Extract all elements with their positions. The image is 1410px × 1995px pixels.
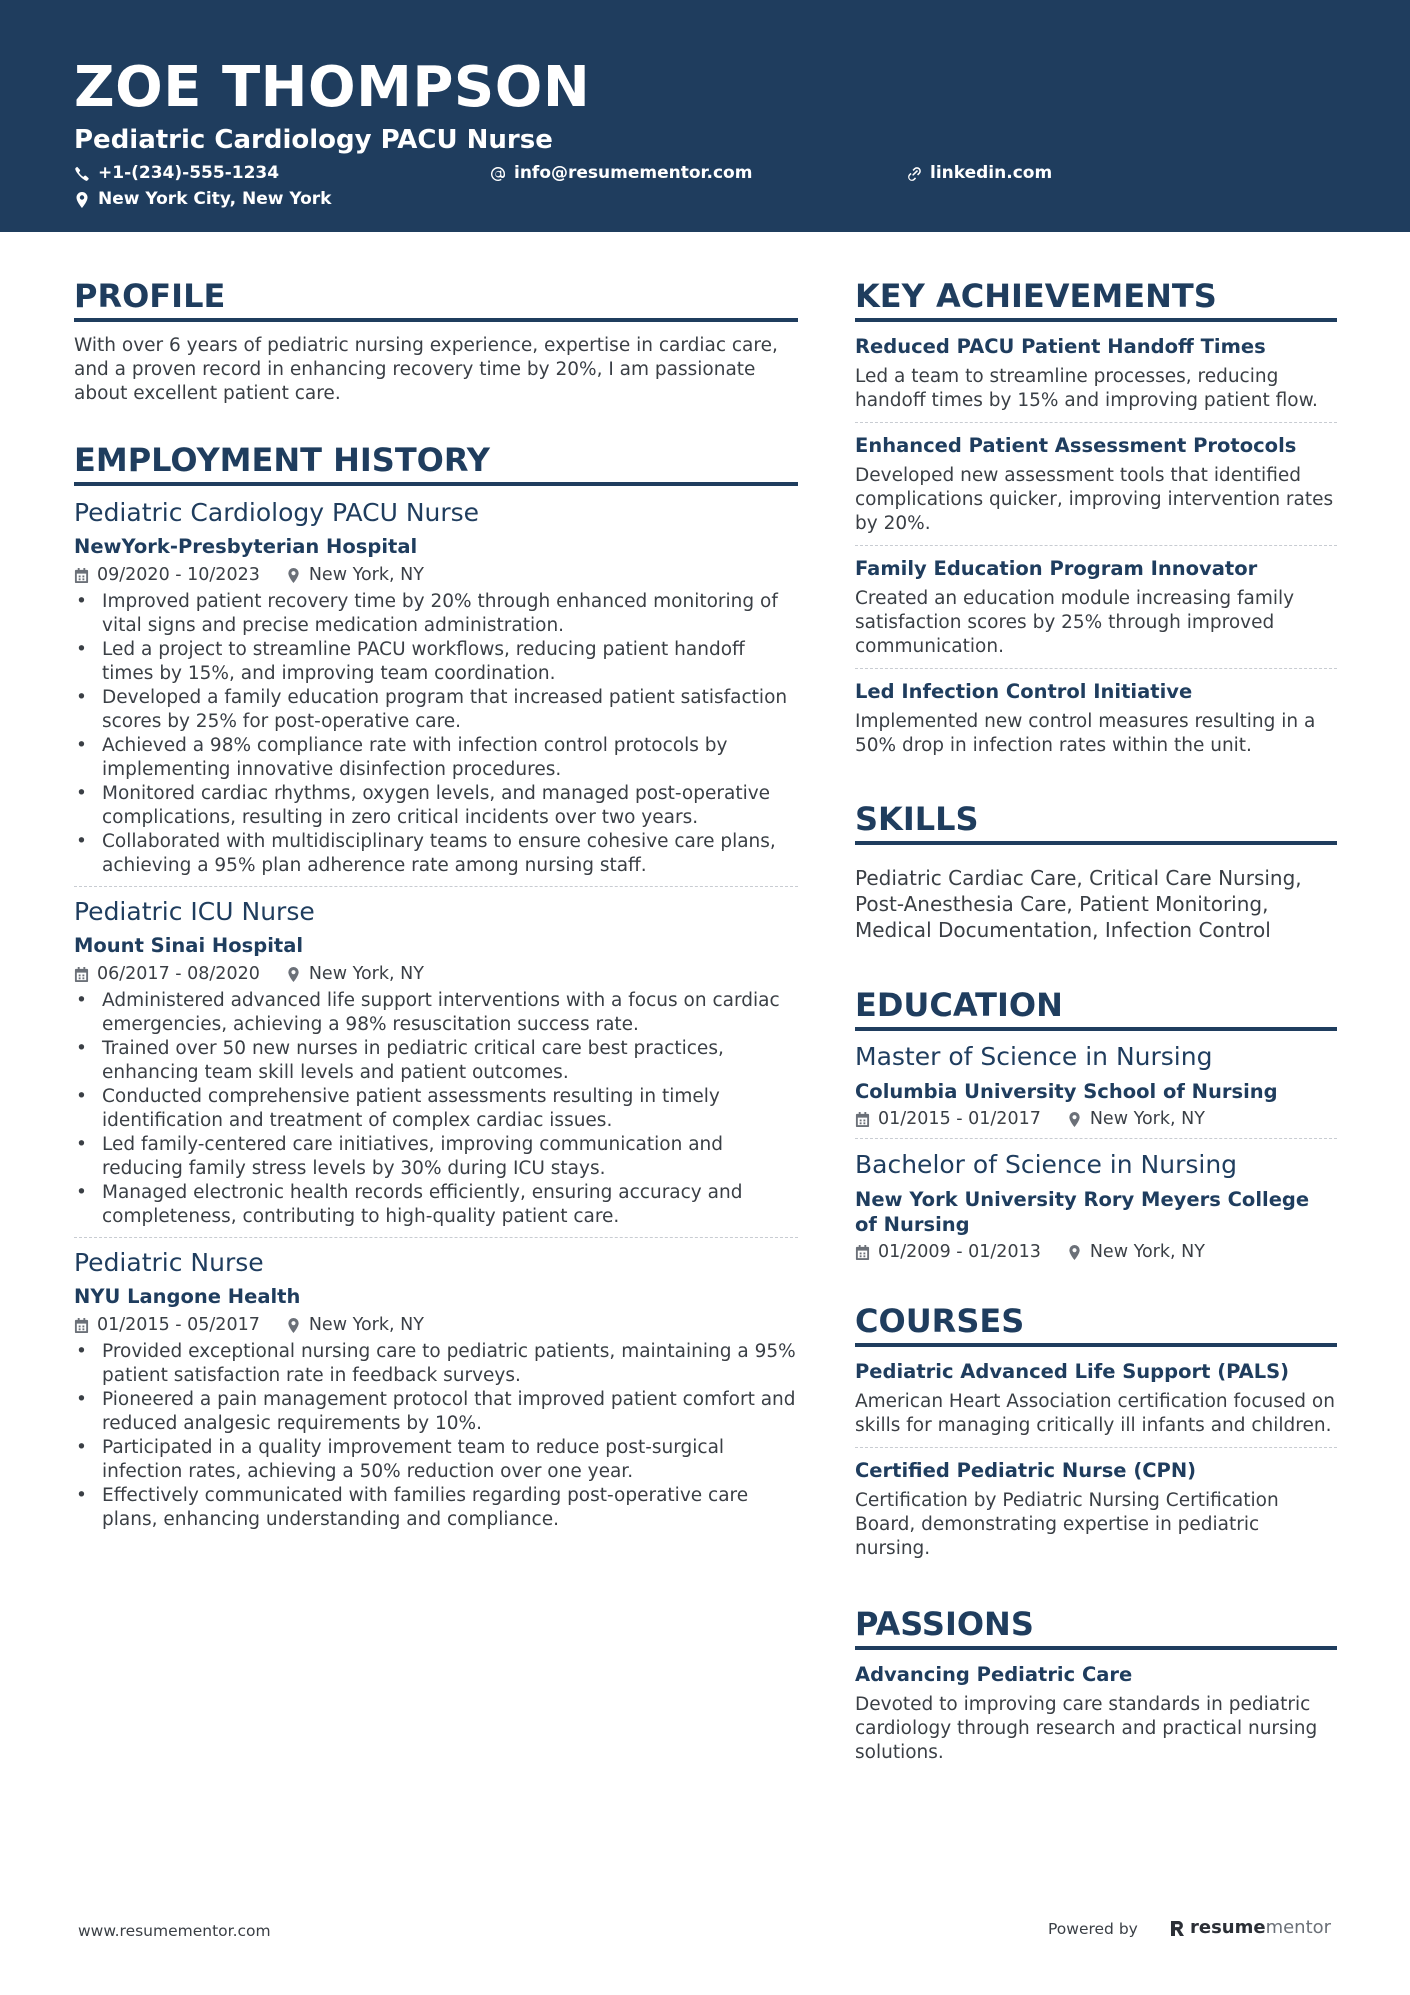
job-entry xyxy=(74,1237,798,1540)
course-title: Certified Pediatric Nurse (CPN) xyxy=(855,1459,1197,1482)
achievement-title: Family Education Program Innovator xyxy=(855,557,1258,580)
location-pin-icon xyxy=(286,568,301,583)
skills-heading: SKILLS xyxy=(855,803,1337,845)
job-bullets xyxy=(74,1340,798,1532)
achievement-title: Reduced PACU Patient Handoff Times xyxy=(855,335,1266,358)
courses-section xyxy=(855,1302,1337,1570)
achievement-item xyxy=(855,545,1337,668)
skills-section xyxy=(855,800,1337,943)
date-text: 09/2020 - 10/2023 xyxy=(97,565,260,585)
passions-section xyxy=(855,1605,1337,1774)
contact-location xyxy=(74,191,331,208)
date-text: 01/2015 - 05/2017 xyxy=(97,1315,260,1335)
date-location-row xyxy=(74,963,798,985)
employment-heading: EMPLOYMENT HISTORY xyxy=(74,444,798,486)
job-entry xyxy=(74,496,798,886)
location xyxy=(286,564,424,586)
achievement-text: Implemented new control measures resulting in a 50% drop in infection rates within the unit. xyxy=(855,711,1316,756)
course-title: Pediatric Advanced Life Support (PALS) xyxy=(855,1360,1290,1383)
education-item xyxy=(855,1138,1337,1271)
phone-icon xyxy=(74,166,90,182)
location xyxy=(1067,1108,1205,1130)
calendar-icon xyxy=(855,1112,870,1127)
link-icon xyxy=(906,166,922,182)
date-range xyxy=(74,1314,260,1336)
course-list xyxy=(855,1349,1337,1570)
education-school: New York University Rory Meyers College of Nursing xyxy=(855,1188,1310,1236)
education-list xyxy=(855,1031,1337,1271)
job-bullet: • Provided exceptional nursing care to pediatric patients, maintaining a 95% patient satisfaction rate in feedback surveys. xyxy=(74,1340,798,1388)
education-section xyxy=(855,986,1337,1271)
date-location-row xyxy=(855,1241,1337,1263)
achievement-title: Led Infection Control Initiative xyxy=(855,680,1193,703)
passions-heading: PASSIONS xyxy=(855,1608,1337,1650)
passion-list xyxy=(855,1652,1337,1774)
location-text: New York City, New York xyxy=(98,189,332,209)
job-bullets xyxy=(74,590,798,878)
candidate-role: Pediatric Cardiology PACU Nurse xyxy=(74,125,553,155)
job-bullet: • Achieved a 98% compliance rate with infection control protocols by implementing innovative disinfection procedures. xyxy=(74,734,798,782)
left-column xyxy=(74,277,798,1540)
education-heading: EDUCATION xyxy=(855,989,1337,1031)
date-location-row xyxy=(855,1108,1337,1130)
achievement-title: Enhanced Patient Assessment Protocols xyxy=(855,434,1297,457)
course-item xyxy=(855,1349,1337,1447)
achievement-item xyxy=(855,324,1337,422)
location-pin-icon xyxy=(286,967,301,982)
passion-text: Devoted to improving care standards in pediatric cardiology through research and practical nursing solutions. xyxy=(855,1694,1318,1763)
achievement-text: Developed new assessment tools that identified complications quicker, improving intervention rates by 20%. xyxy=(855,465,1334,534)
calendar-icon xyxy=(74,568,89,583)
achievement-item xyxy=(855,668,1337,767)
course-text: Certification by Pediatric Nursing Certification Board, demonstrating expertise in pediatric nursing. xyxy=(855,1490,1279,1559)
phone-text: +1-(234)-555-1234 xyxy=(98,163,280,183)
job-bullet: • Led family-centered care initiatives, improving communication and reducing family stress levels by 30% during ICU stays. xyxy=(74,1133,798,1181)
location-text: New York, NY xyxy=(308,964,424,984)
footer-powered-by: Powered by xyxy=(1048,1920,1138,1938)
linkedin-text: linkedin.com xyxy=(930,163,1053,183)
location xyxy=(286,1314,424,1336)
calendar-icon xyxy=(855,1245,870,1260)
contact-email[interactable] xyxy=(490,165,752,182)
email-text: info@resumementor.com xyxy=(514,163,753,183)
job-title: Pediatric Cardiology PACU Nurse xyxy=(74,498,480,527)
contact-phone[interactable] xyxy=(74,165,279,182)
profile-section xyxy=(74,277,798,406)
job-title: Pediatric Nurse xyxy=(74,1248,264,1277)
course-text: American Heart Association certification focused on skills for managing critically ill infants and children. xyxy=(855,1391,1335,1436)
resume-header xyxy=(0,0,1410,232)
job-bullet: • Led a project to streamline PACU workflows, reducing patient handoff times by 15%, and improving team coordination. xyxy=(74,638,798,686)
job-bullet: • Effectively communicated with families regarding post-operative care plans, enhancing understanding and compliance. xyxy=(74,1484,798,1532)
profile-text: With over 6 years of pediatric nursing experience, expertise in cardiac care, and a proven record in enhancing recovery time by 20%, I am passionate about excellent patient care. xyxy=(74,335,778,404)
location xyxy=(286,963,424,985)
candidate-name: ZOE THOMPSON xyxy=(74,55,591,120)
date-location-row xyxy=(74,564,798,586)
date-range xyxy=(74,564,260,586)
education-degree: Bachelor of Science in Nursing xyxy=(855,1150,1238,1179)
course-item xyxy=(855,1447,1337,1570)
location-pin-icon xyxy=(74,192,90,208)
achievement-text: Created an education module increasing family satisfaction scores by 25% through improved communication. xyxy=(855,588,1295,657)
location-pin-icon xyxy=(1067,1245,1082,1260)
achievement-list xyxy=(855,324,1337,767)
date-location-row xyxy=(74,1314,798,1336)
job-list xyxy=(74,496,798,1540)
contact-linkedin[interactable] xyxy=(906,165,1052,182)
date-text: 01/2015 - 01/2017 xyxy=(878,1109,1041,1129)
location-text: New York, NY xyxy=(308,1315,424,1335)
education-item xyxy=(855,1031,1337,1138)
courses-heading: COURSES xyxy=(855,1305,1337,1347)
job-bullet: • Monitored cardiac rhythms, oxygen levels, and managed post-operative complications, resulting in zero critical incidents over two years. xyxy=(74,782,798,830)
resumementor-logo-icon xyxy=(1170,1919,1186,1937)
location-text: New York, NY xyxy=(1089,1109,1205,1129)
calendar-icon xyxy=(74,967,89,982)
location-pin-icon xyxy=(286,1318,301,1333)
job-bullet: • Developed a family education program that increased patient satisfaction scores by 25% for post-operative care. xyxy=(74,686,798,734)
achievement-text: Led a team to streamline processes, reducing handoff times by 15% and improving patient flow. xyxy=(855,366,1318,411)
brand-name-light: mentor xyxy=(1265,1917,1332,1938)
location-text: New York, NY xyxy=(308,565,424,585)
passion-item xyxy=(855,1652,1337,1774)
education-school: Columbia University School of Nursing xyxy=(855,1080,1278,1103)
achievements-heading: KEY ACHIEVEMENTS xyxy=(855,280,1337,322)
job-bullet: • Managed electronic health records efficiently, ensuring accuracy and completeness, contributing to high-quality patient care. xyxy=(74,1181,798,1229)
job-title: Pediatric ICU Nurse xyxy=(74,897,315,926)
brand-name-bold: resume xyxy=(1190,1917,1266,1938)
job-bullet: • Trained over 50 new nurses in pediatric critical care best practices, enhancing team skill levels and patient outcomes. xyxy=(74,1037,798,1085)
at-icon xyxy=(490,166,506,182)
education-degree: Master of Science in Nursing xyxy=(855,1042,1213,1071)
job-bullet: • Pioneered a pain management protocol that improved patient comfort and reduced analgesic requirements by 10%. xyxy=(74,1388,798,1436)
job-company: NYU Langone Health xyxy=(74,1285,301,1308)
employment-section xyxy=(74,441,798,1540)
achievement-item xyxy=(855,422,1337,545)
location xyxy=(1067,1241,1205,1263)
job-bullet: • Administered advanced life support interventions with a focus on cardiac emergencies, achieving a 98% resuscitation success rate. xyxy=(74,989,798,1037)
skills-text: Pediatric Cardiac Care, Critical Care Nursing, Post-Anesthesia Care, Patient Monitoring, Medical Documentation, Infection Control xyxy=(855,866,1302,942)
passion-title: Advancing Pediatric Care xyxy=(855,1663,1133,1686)
job-bullet: • Improved patient recovery time by 20% through enhanced monitoring of vital signs and precise medication administration. xyxy=(74,590,798,638)
job-bullets xyxy=(74,989,798,1229)
location-pin-icon xyxy=(1067,1112,1082,1127)
date-range xyxy=(74,963,260,985)
date-range xyxy=(855,1108,1041,1130)
job-company: NewYork-Presbyterian Hospital xyxy=(74,535,418,558)
job-company: Mount Sinai Hospital xyxy=(74,934,304,957)
job-entry xyxy=(74,886,798,1237)
job-bullet: • Participated in a quality improvement team to reduce post-surgical infection rates, achieving a 50% reduction over one year. xyxy=(74,1436,798,1484)
date-text: 06/2017 - 08/2020 xyxy=(97,964,260,984)
calendar-icon xyxy=(74,1318,89,1333)
job-bullet: • Conducted comprehensive patient assessments resulting in timely identification and treatment of complex cardiac issues. xyxy=(74,1085,798,1133)
date-range xyxy=(855,1241,1041,1263)
footer-url[interactable]: www.resumementor.com xyxy=(78,1922,271,1940)
date-text: 01/2009 - 01/2013 xyxy=(878,1242,1041,1262)
job-bullet: • Collaborated with multidisciplinary teams to ensure cohesive care plans, achieving a 95% plan adherence rate among nursing staff. xyxy=(74,830,798,878)
achievements-section xyxy=(855,277,1337,767)
location-text: New York, NY xyxy=(1089,1242,1205,1262)
profile-heading: PROFILE xyxy=(74,280,798,322)
footer-brand[interactable] xyxy=(1170,1917,1331,1938)
right-column xyxy=(855,277,1337,1774)
